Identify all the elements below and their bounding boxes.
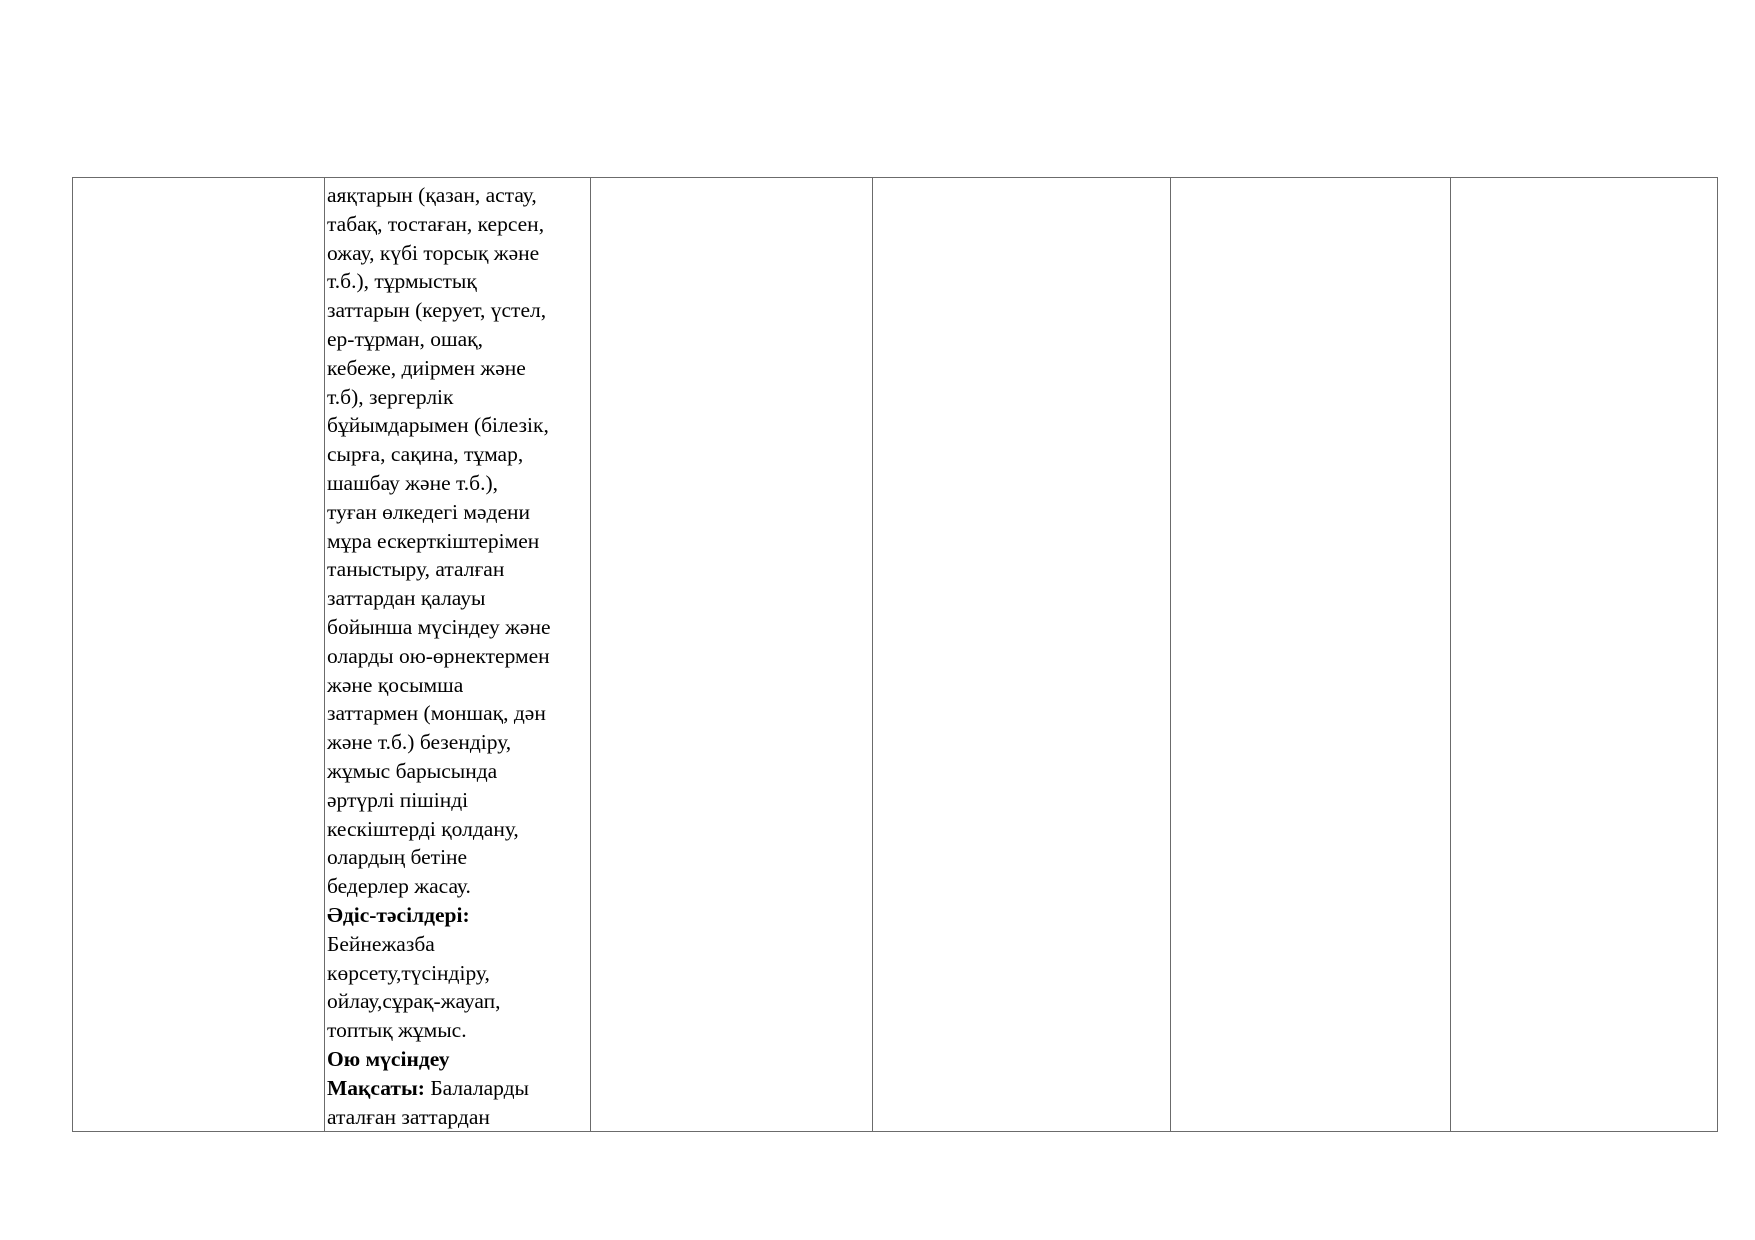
content-line: заттарын (керует, үстел, [327,298,547,323]
content-line: табақ, тостаған, керсен, [327,211,545,236]
content-line: сырға, сақина, тұмар, [327,442,524,467]
content-line: заттармен (моншақ, дән [327,701,546,726]
content-line: туған өлкедегі мәдени [327,499,531,524]
content-line: кескіштерді қолдану, [327,816,519,841]
content-line: жұмыс барысында [327,758,498,783]
content-line: бойынша мүсіндеу және [327,614,551,639]
methods-line: көрсету,түсіндіру, [327,960,490,985]
plan-table [72,177,1718,1132]
table-cell-col6 [1451,178,1718,1132]
content-line: және қосымша [327,672,464,697]
methods-heading [327,901,590,930]
content-line: заттардан қалауы [327,586,486,611]
goal-label: Мақсаты: [327,1075,425,1100]
content-line: олардың бетіне [327,845,468,870]
content-line: аяқтарын (қазан, астау, [327,183,537,207]
content-line: әртүрлі пішінді [327,787,469,812]
methods-line: ойлау,сұрақ-жауап, [327,989,501,1014]
content-line: ер-тұрман, ошақ, [327,326,483,351]
goal-line-continued: аталған заттардан [327,1104,490,1129]
content-line: бедерлер жасау. [327,874,471,899]
content-line: және т.б.) безендіру, [327,730,512,755]
content-line: ожау, күбі торсық және [327,240,540,265]
content-line: шашбау және т.б.), [327,470,498,495]
table-row [73,178,1718,1132]
goal-text: Балаларды [424,1075,529,1100]
content-line: оларды ою-өрнектермен [327,643,550,668]
lesson-content [325,178,590,1131]
methods-line: топтық жұмыс. [327,1018,467,1043]
content-line: таныстыру, аталған [327,557,505,582]
table-cell-col1 [73,178,325,1132]
content-line: бұйымдарымен (білезік, [327,413,549,438]
table-cell-col4 [873,178,1171,1132]
table-cell-col2 [325,178,591,1132]
table-cell-col5 [1171,178,1451,1132]
goal-line [327,1074,590,1103]
methods-heading-text: Әдіс-тәсілдері: [327,902,470,927]
lesson-title-text: Ою мүсіндеу [327,1046,450,1071]
content-line: т.б.), тұрмыстық [327,269,477,294]
content-line: кебеже, диірмен және [327,355,526,380]
content-line: мұра ескерткіштерімен [327,528,540,553]
lesson-title [327,1045,590,1074]
table-cell-col3 [591,178,873,1132]
methods-line: Бейнежазба [327,931,435,956]
content-line: т.б), зергерлік [327,384,454,409]
